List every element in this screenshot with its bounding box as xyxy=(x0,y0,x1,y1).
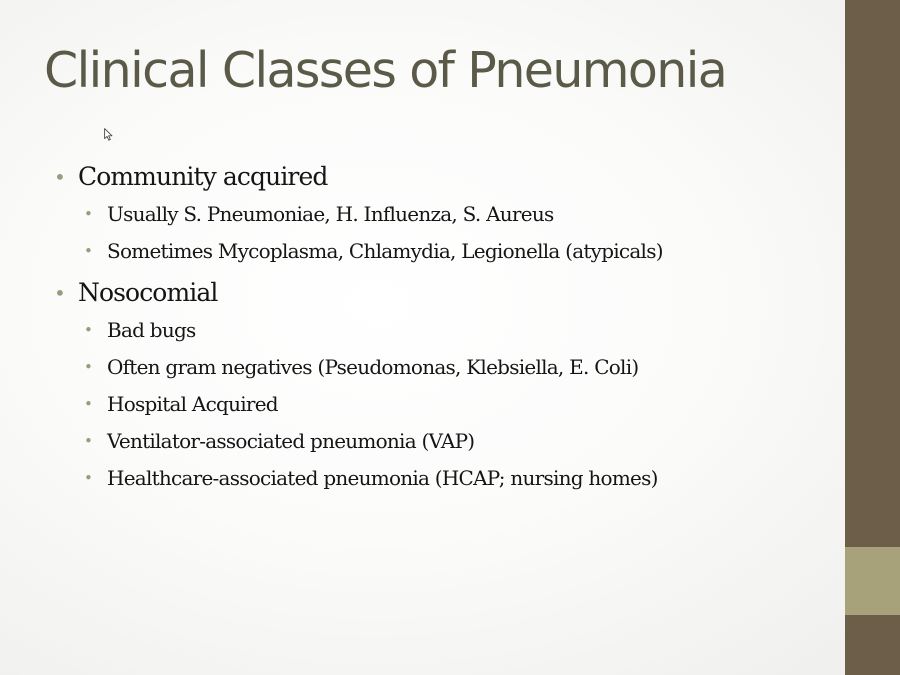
bullet-level2 xyxy=(54,233,834,270)
bullet-level1-community-acquired xyxy=(54,158,834,196)
slide-sidebar-accent xyxy=(845,547,900,615)
bullet-text: Ventilator-associated pneumonia (VAP) xyxy=(107,429,475,453)
bullet-dot: • xyxy=(84,205,93,223)
bullet-text: Healthcare-associated pneumonia (HCAP; nursing homes) xyxy=(107,466,658,490)
bullet-level2 xyxy=(54,312,834,349)
bullet-level2 xyxy=(54,349,834,386)
bullet-text: Often gram negatives (Pseudomonas, Klebsiella, E. Coli) xyxy=(107,355,639,379)
bullet-dot: • xyxy=(84,395,93,413)
bullet-level2 xyxy=(54,386,834,423)
bullet-text: Usually S. Pneumoniae, H. Influenza, S. Aureus xyxy=(107,202,554,226)
slide-title: Clinical Classes of Pneumonia xyxy=(44,42,727,99)
bullet-level2 xyxy=(54,196,834,233)
bullet-text: Sometimes Mycoplasma, Chlamydia, Legionella (atypicals) xyxy=(107,239,663,263)
bullet-list xyxy=(54,158,834,497)
bullet-dot: • xyxy=(84,358,93,376)
bullet-text: Nosocomial xyxy=(78,278,218,307)
bullet-dot: • xyxy=(84,321,93,339)
bullet-level2 xyxy=(54,460,834,497)
bullet-dot: • xyxy=(84,432,93,450)
bullet-text: Hospital Acquired xyxy=(107,392,278,416)
bullet-text: Bad bugs xyxy=(107,318,196,342)
bullet-level1-nosocomial xyxy=(54,274,834,312)
bullet-text: Community acquired xyxy=(78,162,328,191)
bullet-dot: • xyxy=(84,242,93,260)
mouse-pointer-icon xyxy=(104,128,113,141)
bullet-level2 xyxy=(54,423,834,460)
bullet-dot: • xyxy=(54,165,65,189)
bullet-dot: • xyxy=(84,469,93,487)
bullet-dot: • xyxy=(54,281,65,305)
